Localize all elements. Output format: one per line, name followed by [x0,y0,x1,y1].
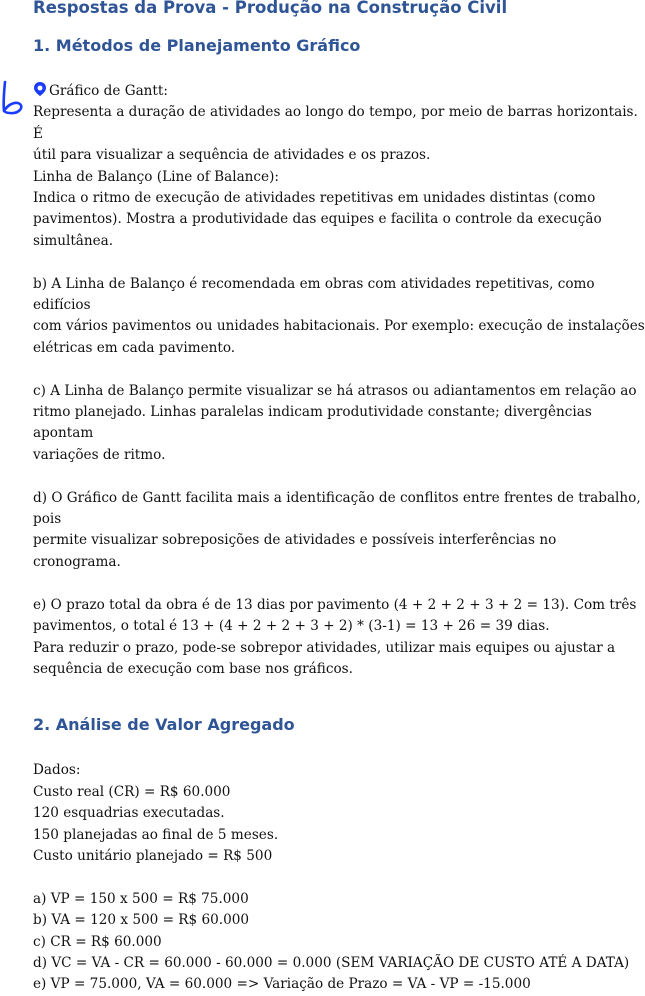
section1-answer-b: b) A Linha de Balanço é recomendada em obras com atividades repetitivas, como edifícios com vários pavimentos ou unidades habitacionais. Por exemplo: execução de instalações elétricas em cada pavimento. [33,275,645,356]
section2-heading: 2. Análise de Valor Agregado [33,715,295,735]
document-body [33,0,645,996]
answer-a-line: Gráfico de Gantt: [33,81,645,102]
section1-answer-c: c) A Linha de Balanço permite visualizar se há atrasos ou adiantamentos em relação ao ritmo planejado. Linhas paralelas indicam produtividade constante; divergências apontam variações de ritmo. [33,382,637,463]
document-title: Respostas da Prova - Produção na Construção Civil [33,0,508,17]
section1-answer-e: e) O prazo total da obra é de 13 dias por pavimento (4 + 2 + 2 + 3 + 2 = 13). Com três pavimentos, o total é 13 + (4 + 2 + 2 + 3 + 2) * (3-1) = 13 + 26 = 39 dias. Para reduzir o prazo, pode-se sobrepor atividades, utilizar mais equipes ou ajustar a sequência de execução com base nos gráficos. [33,596,637,677]
section1-answer-d: d) O Gráfico de Gantt facilita mais a identificação de conflitos entre frentes de trabalho, pois permite visualizar sobreposições de atividades e possíveis interferências no cronograma. [33,489,641,570]
section2-data: Dados: Custo real (CR) = R$ 60.000 120 esquadrias executadas. 150 planejadas ao final de 5 meses. Custo unitário planejado = R$ 500 [33,762,279,864]
section1-heading: 1. Métodos de Planejamento Gráfico [33,36,361,55]
section2-answers: a) VP = 150 x 500 = R$ 75.000 b) VA = 120 x 500 = R$ 60.000 c) CR = R$ 60.000 d) VC = VA - CR = 60.000 - 60.000 = 0.000 (SEM VARIAÇÃO DE CUSTO ATÉ A DATA) e) VP = 75.000, VA = 60.000 => Variação de Prazo = VA - VP = -15.000 [33,890,630,993]
pin-marker-icon [33,81,47,97]
handwritten-b-annotation [0,80,28,116]
section1-answer-a: Gráfico de Gantt: Representa a duração de atividades ao longo do tempo, por meio de barras horizontais. É útil para visualizar a sequência de atividades e os prazos. Linha de Balanço (Line of Balance): Indica o ritmo de execução de atividades repetitivas em unidades distintas (como pavimentos). Mostra a produtividade das equipes e facilita o controle da execução simultânea. [33,81,645,252]
